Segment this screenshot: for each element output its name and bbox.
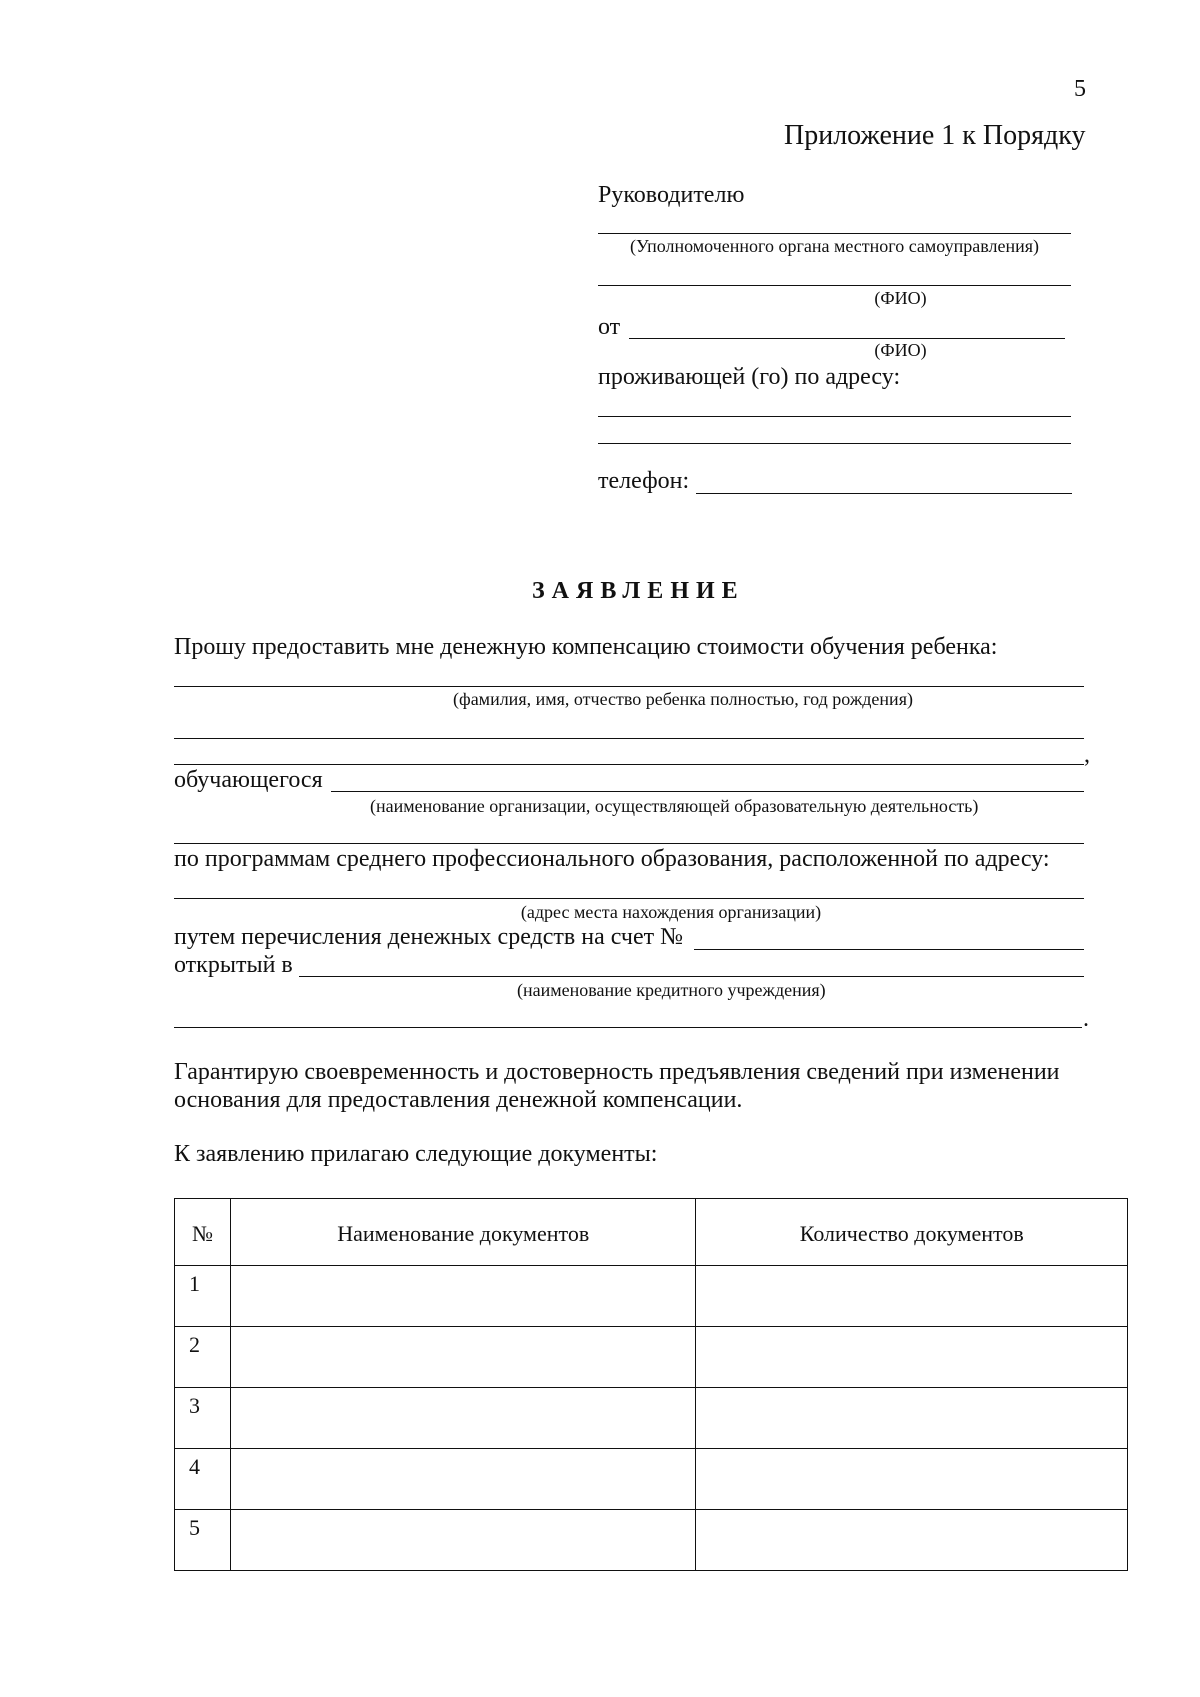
row-num: 4 bbox=[175, 1449, 231, 1510]
table-row bbox=[175, 1449, 1128, 1510]
child-field-1[interactable] bbox=[174, 686, 1084, 687]
program-text: по программам среднего профессионального образования, расположенной по адресу: bbox=[174, 846, 1050, 872]
child-field-2[interactable] bbox=[174, 738, 1084, 739]
bank-caption: (наименование кредитного учреждения) bbox=[517, 980, 826, 1000]
header-num: № bbox=[175, 1199, 231, 1266]
applicant-address-field-1[interactable] bbox=[598, 416, 1071, 417]
row-name-cell[interactable] bbox=[230, 1449, 696, 1510]
from-label: от bbox=[598, 314, 621, 340]
row-num: 5 bbox=[175, 1510, 231, 1571]
organization-address-field[interactable] bbox=[174, 898, 1084, 899]
account-number-field[interactable] bbox=[694, 949, 1084, 950]
head-fio-caption: (ФИО) bbox=[874, 288, 927, 308]
table-row bbox=[175, 1388, 1128, 1449]
bank-field-2[interactable] bbox=[174, 1027, 1082, 1028]
organization-field-1[interactable] bbox=[331, 791, 1084, 792]
guarantee-line-2: основания для предоставления денежной компенсации. bbox=[174, 1087, 743, 1113]
child-comma: , bbox=[1084, 742, 1090, 768]
address-label: проживающей (го) по адресу: bbox=[598, 364, 901, 390]
row-count-cell[interactable] bbox=[696, 1388, 1128, 1449]
phone-field[interactable] bbox=[696, 493, 1072, 494]
addressee-label: Руководителю bbox=[598, 182, 745, 208]
table-header-row bbox=[175, 1199, 1128, 1266]
attachments-label: К заявлению прилагаю следующие документы: bbox=[174, 1141, 658, 1167]
table-row bbox=[175, 1510, 1128, 1571]
header-name: Наименование документов bbox=[230, 1199, 696, 1266]
row-count-cell[interactable] bbox=[696, 1510, 1128, 1571]
phone-label: телефон: bbox=[598, 468, 690, 494]
row-count-cell[interactable] bbox=[696, 1449, 1128, 1510]
bank-period: . bbox=[1083, 1006, 1089, 1032]
head-fio-field[interactable] bbox=[598, 285, 1071, 286]
row-name-cell[interactable] bbox=[230, 1266, 696, 1327]
appendix-title: Приложение 1 к Порядку bbox=[784, 120, 1086, 151]
header-count: Количество документов bbox=[696, 1199, 1128, 1266]
row-num: 2 bbox=[175, 1327, 231, 1388]
applicant-address-field-2[interactable] bbox=[598, 443, 1071, 444]
page-number: 5 bbox=[1074, 76, 1086, 102]
request-text: Прошу предоставить мне денежную компенсацию стоимости обучения ребенка: bbox=[174, 634, 998, 660]
authority-field[interactable] bbox=[598, 233, 1071, 234]
address-caption: (адрес места нахождения организации) bbox=[520, 902, 822, 922]
row-name-cell[interactable] bbox=[230, 1327, 696, 1388]
studying-label: обучающегося bbox=[174, 767, 323, 793]
organization-caption: (наименование организации, осуществляющей образовательную деятельность) bbox=[370, 796, 979, 816]
row-count-cell[interactable] bbox=[696, 1327, 1128, 1388]
table-row bbox=[175, 1327, 1128, 1388]
table-row bbox=[175, 1266, 1128, 1327]
authority-caption: (Уполномоченного органа местного самоуправления) bbox=[629, 236, 1040, 256]
organization-field-2[interactable] bbox=[174, 843, 1084, 844]
row-num: 1 bbox=[175, 1266, 231, 1327]
bank-field-1[interactable] bbox=[299, 976, 1084, 977]
document-title: ЗАЯВЛЕНИЕ bbox=[532, 578, 745, 604]
child-caption: (фамилия, имя, отчество ребенка полностью, год рождения) bbox=[453, 689, 913, 709]
opened-label: открытый в bbox=[174, 952, 293, 978]
applicant-fio-caption: (ФИО) bbox=[874, 340, 927, 360]
row-name-cell[interactable] bbox=[230, 1510, 696, 1571]
row-num: 3 bbox=[175, 1388, 231, 1449]
row-count-cell[interactable] bbox=[696, 1266, 1128, 1327]
documents-table bbox=[174, 1198, 1128, 1571]
row-name-cell[interactable] bbox=[230, 1388, 696, 1449]
child-field-3[interactable] bbox=[174, 764, 1084, 765]
guarantee-line-1: Гарантирую своевременность и достоверность предъявления сведений при изменении bbox=[174, 1059, 1060, 1085]
transfer-text: путем перечисления денежных средств на счет № bbox=[174, 924, 684, 950]
applicant-fio-field[interactable] bbox=[629, 338, 1065, 339]
